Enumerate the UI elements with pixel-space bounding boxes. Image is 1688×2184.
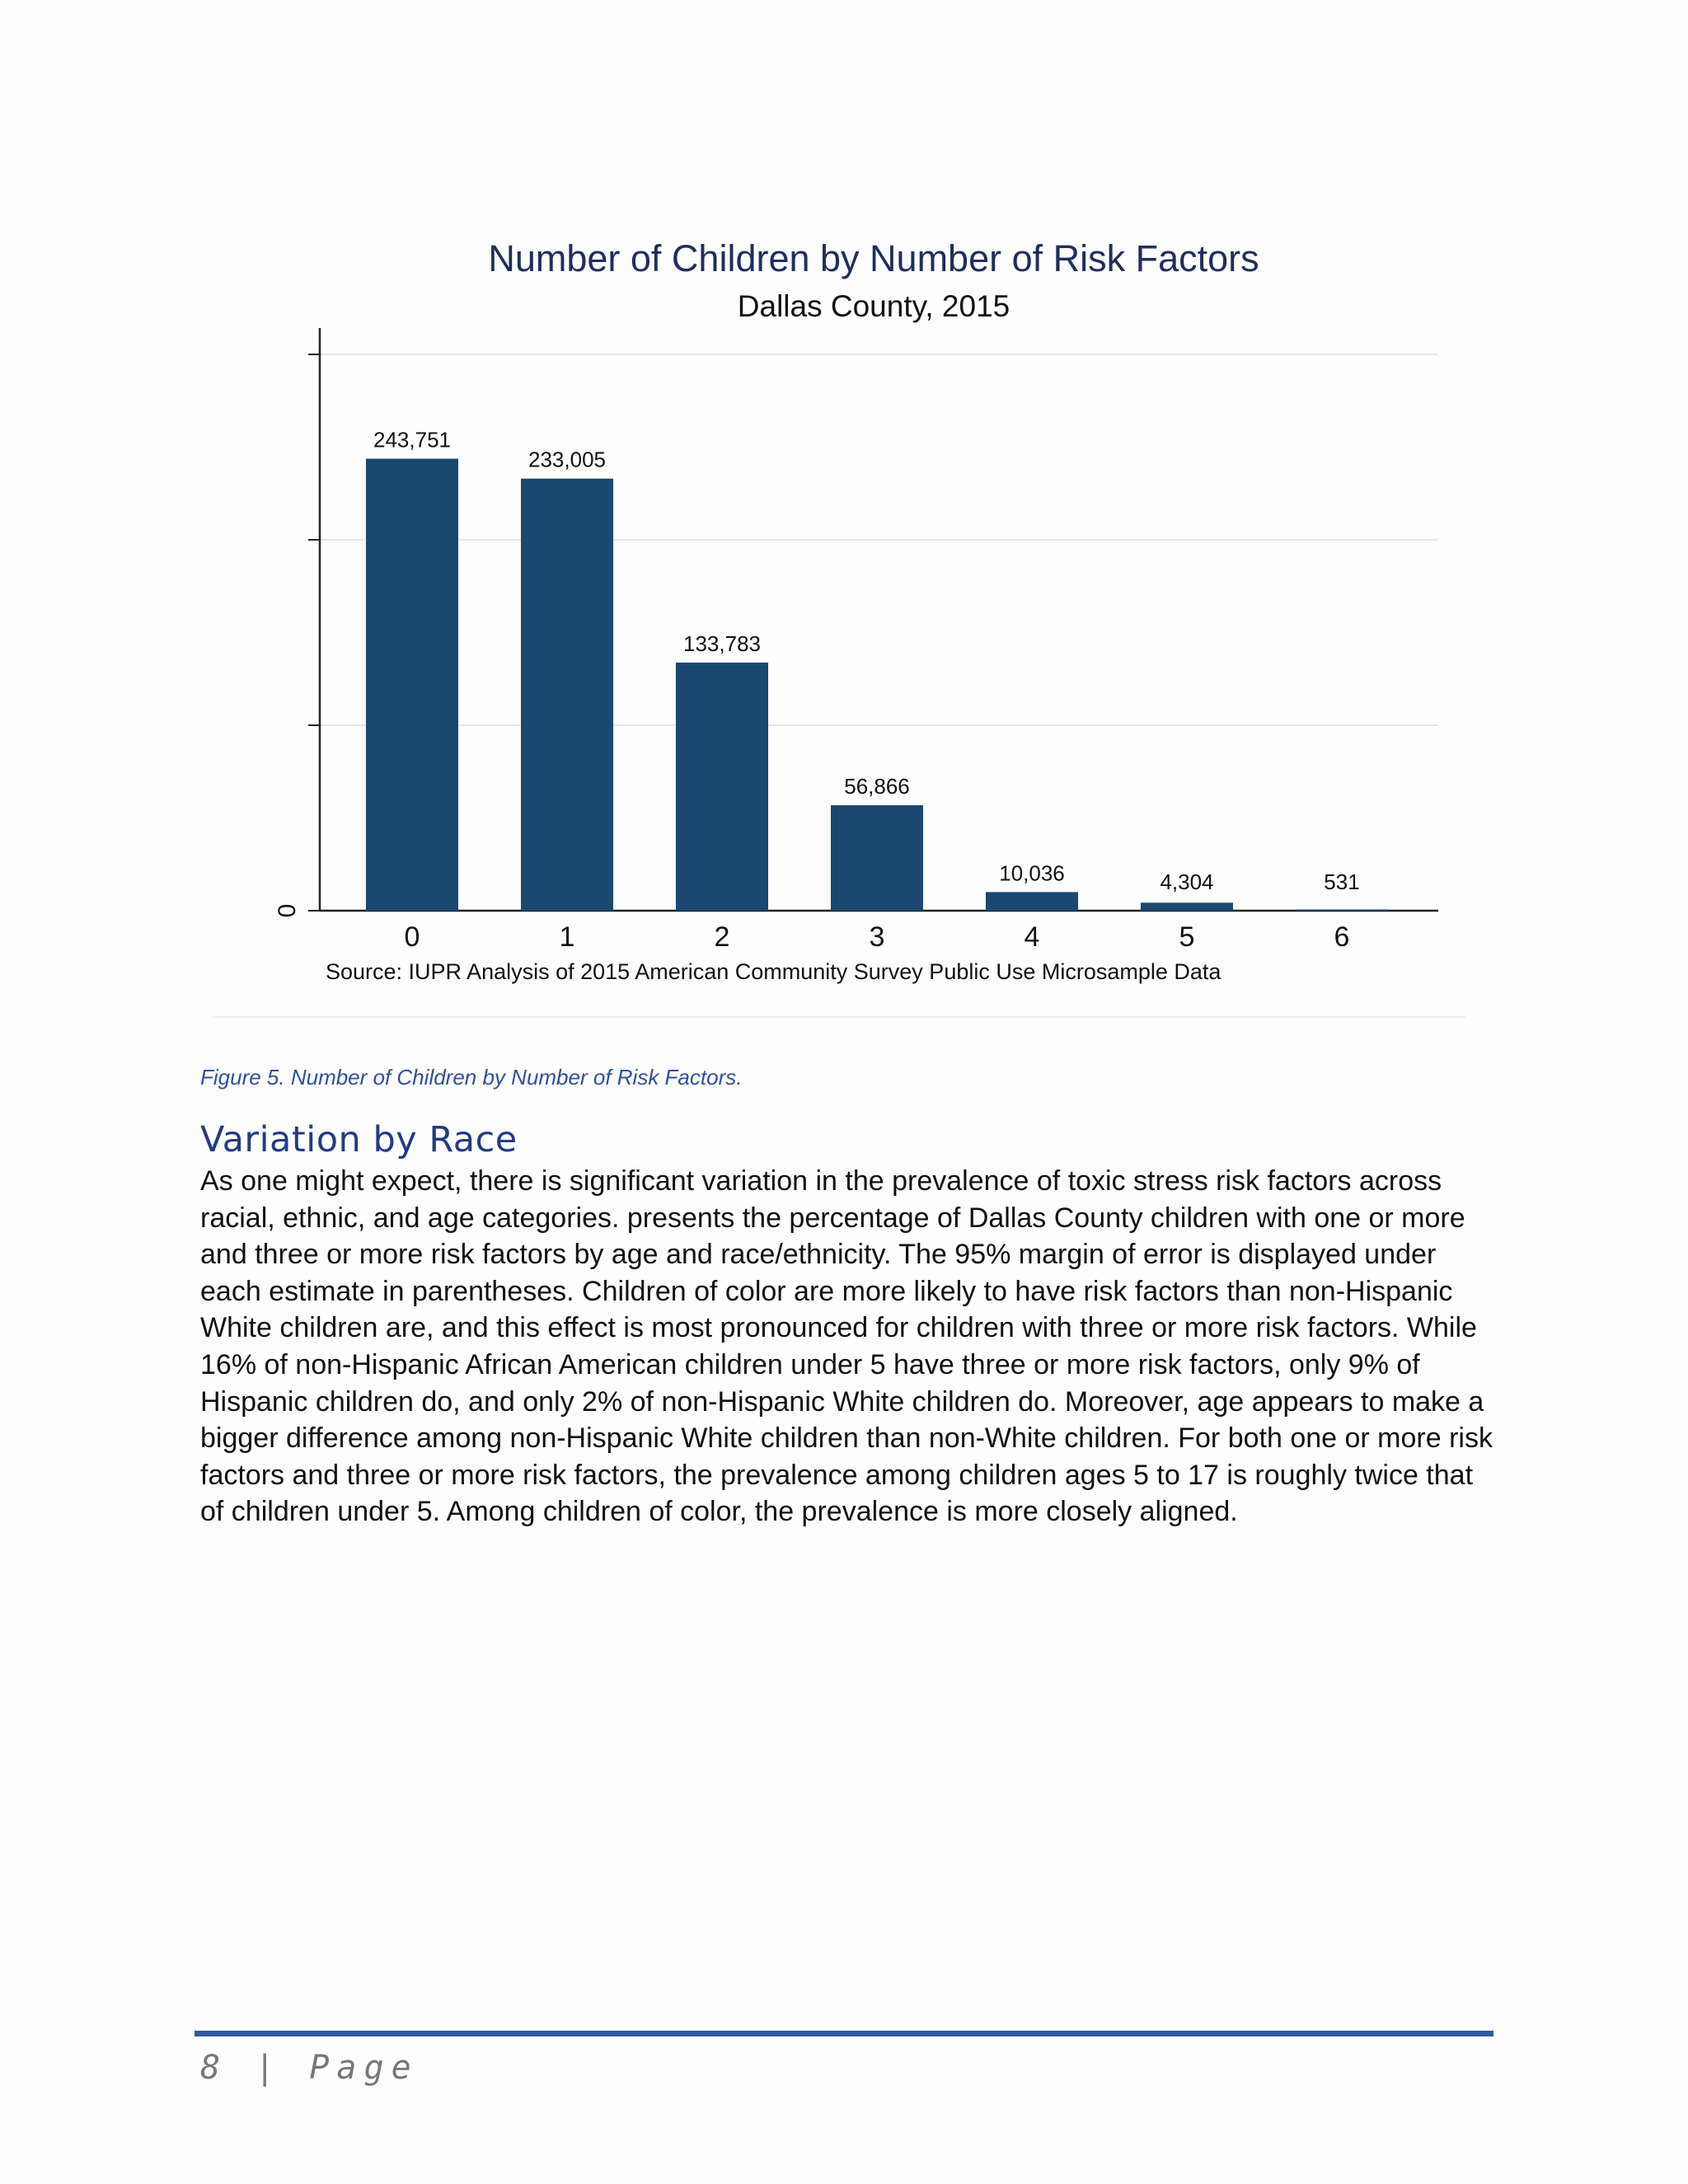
x-tick-label: 3 [869,921,885,953]
bar-6 [1296,910,1388,912]
x-tick-label: 6 [1334,921,1350,953]
section-body: As one might expect, there is significant variation in the prevalence of toxic stress risk factors across racial, ethnic, and age categories. presents the percentage of Dallas County children with one or more and three or more risk factors by age and race/ethnicity. The 95% margin of error is displayed under each estimate in parentheses. Children of color are more likely to have risk factors than non-Hispanic White children are, and this effect is most pronounced for children with three or more risk factors. While 16% of non-Hispanic African American children under 5 have three or more risk factors, only 9% of Hispanic children do, and only 2% of non-Hispanic White children do. Moreover, age appears to make a bigger difference among non-Hispanic White children than non-White children. For both one or more risk factors and three or more risk factors, the prevalence among children ages 5 to 17 is roughly twice that of children under 5. Among children of color, the prevalence is more closely aligned. [200,1165,1493,1528]
bar-4 [986,892,1078,911]
x-tick-label: 2 [714,921,730,953]
figure-caption: Figure 5. Number of Children by Number of Risk Factors. [200,1065,743,1090]
bar-5 [1141,902,1233,911]
chart-border [213,1016,1465,1018]
data-label: 233,005 [528,447,606,472]
chart-source: Source: IUPR Analysis of 2015 American Community Survey Public Use Microsample Data [326,959,1221,984]
chart-title: Number of Children by Number of Risk Factors [488,237,1259,279]
x-tick-label: 1 [559,921,575,953]
bar-chart [0,0,1688,989]
data-label: 133,783 [683,630,761,656]
bar-1 [521,479,613,911]
bar-2 [676,663,768,911]
bar-0 [366,459,458,911]
x-tick-label: 5 [1179,921,1195,953]
chart-subtitle: Dallas County, 2015 [737,289,1010,323]
data-label: 56,866 [844,774,910,799]
x-tick-label: 0 [404,921,420,953]
data-label: 531 [1324,869,1360,894]
data-label: 243,751 [373,427,451,452]
data-label: 4,304 [1160,869,1214,894]
footer-rule [195,2031,1493,2036]
data-label: 10,036 [999,860,1065,886]
section-heading: Variation by Race [200,1119,518,1160]
bar-3 [831,805,923,911]
page-number: 8 | Page [200,2049,419,2087]
y-tick-label: 0 [274,903,301,918]
x-tick-label: 4 [1024,921,1040,953]
